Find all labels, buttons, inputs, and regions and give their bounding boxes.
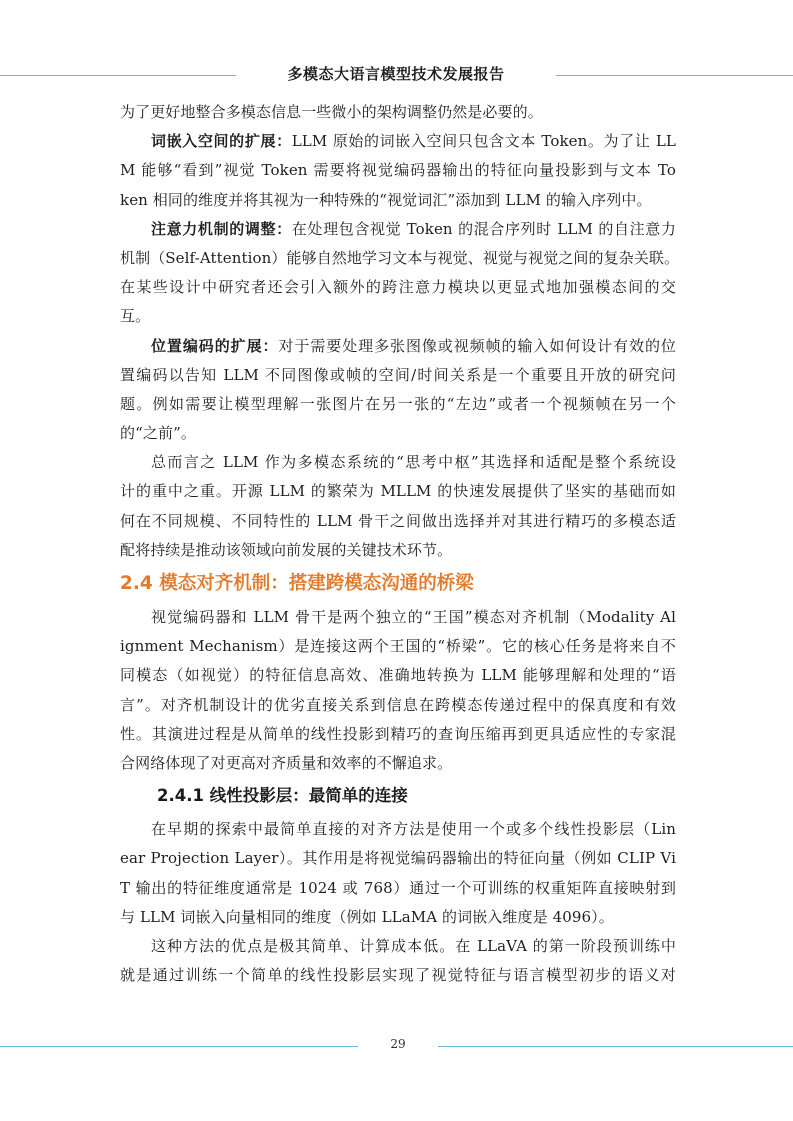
text-line: 的“之前”。 [120,424,196,443]
paragraph-lead-term: 注意力机制的调整： [151,219,292,238]
text-line: 合网络体现了对更高对齐质量和效率的不懈追求。 [120,753,453,772]
header-rule-right [556,75,793,76]
text-line: 对于需要处理多张图像或视频帧的输入如何设计有效的位 [278,336,676,355]
text-line: 机制（Self-Attention）能够自然地学习文本与视觉、视觉与视觉之间的复杂关联。 [120,248,680,267]
text-line: 总而言之 LLM 作为多模态系统的“思考中枢”其选择和适配是整个系统设 [151,453,676,472]
text-line: 在某些设计中研究者还会引入额外的跨注意力模块以更显式地加强模态间的交 [120,278,676,297]
paragraph-embedding-extension [120,127,676,215]
text-line: ken 相同的维度并将其视为一种特殊的“视觉词汇”添加到 LLM 的输入序列中。 [120,190,652,209]
paragraph-section-intro [120,603,676,778]
text-line: 这种方法的优点是极其简单、计算成本低。在 LLaVA 的第一阶段预训练中 [151,936,676,955]
text-line: 何在不同规模、不同特性的 LLM 骨干之间做出选择并对其进行精巧的多模态适 [120,511,676,530]
text-line: T 输出的特征维度通常是 1024 或 768）通过一个可训练的权重矩阵直接映射到 [120,878,676,897]
text-line: 在处理包含视觉 Token 的混合序列时 LLM 的自注意力 [291,219,676,238]
paragraph-lead-term: 位置编码的扩展： [151,336,279,355]
text-line: 与 LLM 词嵌入向量相同的维度（例如 LLaMA 的词嵌入维度是 4096）。 [120,907,614,926]
paragraph-summary [120,448,676,565]
paragraph-lead-term: 词嵌入空间的扩展： [151,132,292,151]
paragraph-position-encoding [120,332,676,449]
text-line: 视觉编码器和 LLM 骨干是两个独立的“王国”模态对齐机制（Modality Al [151,608,676,626]
page-body [120,98,680,990]
paragraph-linear-projection [120,815,676,932]
text-line: 性。其演进过程是从简单的线性投影到精巧的查询压缩再到更具适应性的专家混 [120,724,676,743]
text-line: 在早期的探索中最简单直接的对齐方法是使用一个或多个线性投影层（Lin [151,820,676,839]
footer-rule-left [0,1046,358,1047]
text-line: ignment Mechanism）是连接这两个王国的“桥梁”。它的核心任务是将来自不 [120,637,676,656]
text-line: 同模态（如视觉）的特征信息高效、准确地转换为 LLM 能够理解和处理的“语 [120,666,676,685]
text-line: 就是通过训练一个简单的线性投影层实现了视觉特征与语言模型初步的语义对 [120,966,676,985]
text-line: 配将持续是推动该领域向前发展的关键技术环节。 [120,540,453,559]
text-line: 计的重中之重。开源 LLM 的繁荣为 MLLM 的快速发展提供了坚实的基础而如 [120,482,676,501]
footer-rule-right [438,1046,793,1047]
text-line: ear Projection Layer）。其作用是将视觉编码器输出的特征向量（例如 CLIP Vi [120,849,676,868]
paragraph-attention-adjustment [120,215,680,332]
paragraph [120,98,676,127]
text-line: 为了更好地整合多模态信息一些微小的架构调整仍然是必要的。 [120,103,543,121]
subsection-heading: 2.4.1 线性投影层：最简单的连接 [157,786,408,806]
text-line: M 能够“看到”视觉 Token 需要将视觉编码器输出的特征向量投影到与文本 To [120,161,676,180]
text-line: 题。例如需要让模型理解一张图片在另一张的“左边”或者一个视频帧在另一个 [120,394,676,413]
text-line: 互。 [120,307,151,326]
paragraph-linear-projection-pros [120,932,676,990]
page-header-title: 多模态大语言模型技术发展报告 [287,65,505,83]
header-rule-left [0,75,236,76]
text-line: LLM 原始的词嵌入空间只包含文本 Token。为了让 LL [291,132,676,151]
text-line: 言”。对齐机制设计的优劣直接关系到信息在跨模态传递过程中的保真度和有效 [120,695,676,714]
text-line: 置编码以告知 LLM 不同图像或帧的空间/时间关系是一个重要且开放的研究问 [120,365,676,384]
section-heading: 2.4 模态对齐机制：搭建跨模态沟通的桥梁 [120,573,474,594]
page-number: 29 [390,1037,406,1051]
